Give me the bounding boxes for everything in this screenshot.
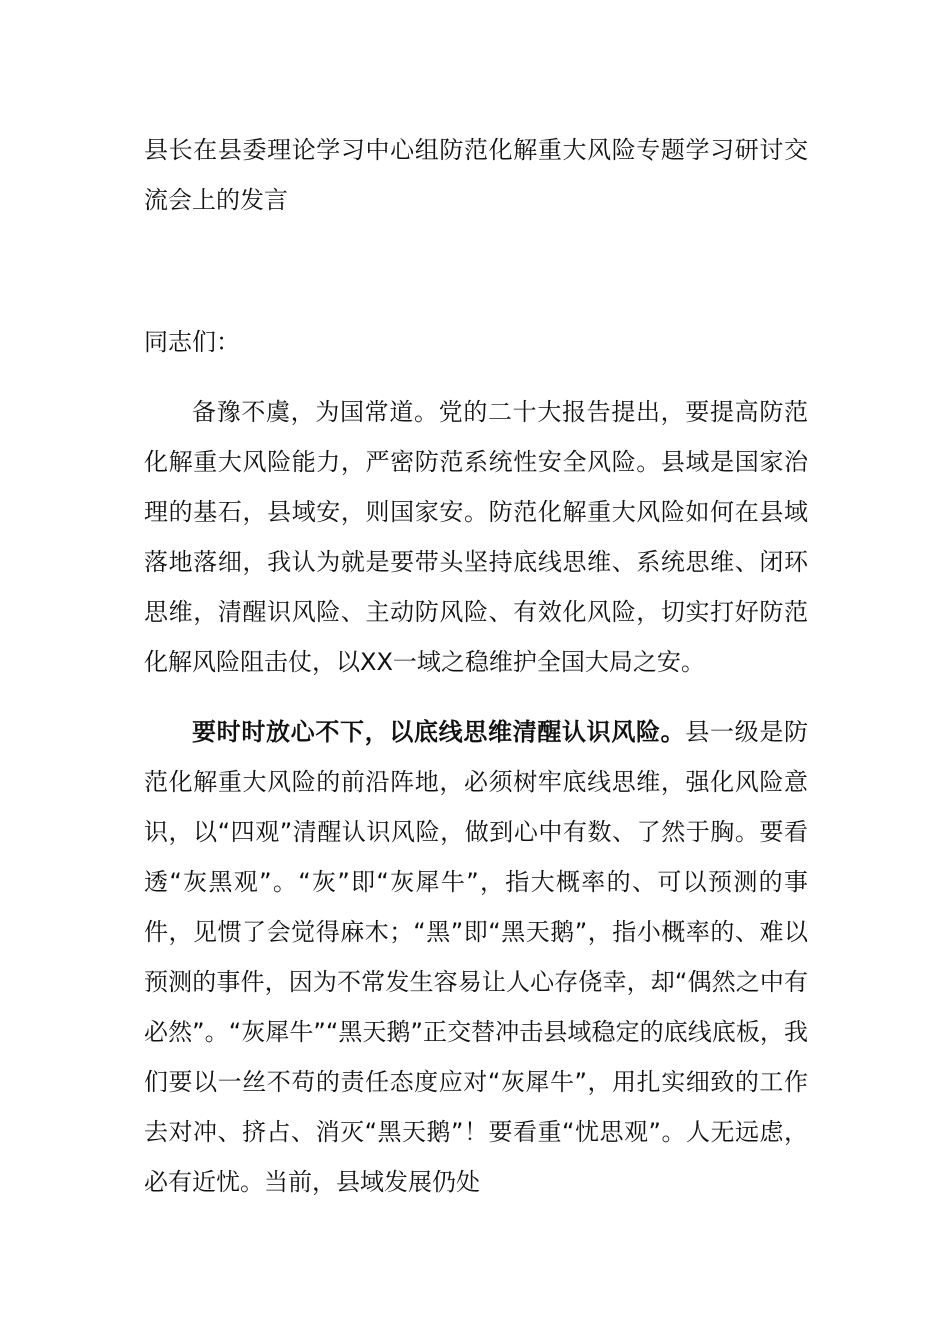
paragraph-2-text: 县一级是防范化解重大风险的前沿阵地，必须树牢底线思维，强化风险意识，以“四观”清醒认识风险，做到心中有数、了然于胸。要看透“灰黑观”。“灰”即“灰犀牛”，指大概率的、可以预测的事件，见惯了会觉得麻木；“黑”即“黑天鹅”，指小概率的、难以预测的事件，因为不常发生容易让人心存侥幸，却“偶然之中有必然”。“灰犀牛”“黑天鹅”正交替冲击县域稳定的底线底板，我们要以一丝不苟的责任态度应对“灰犀牛”，用扎实细致的工作去对冲、挤占、消灭“黑天鹅”！要看重“忧思观”。人无远虑，必有近忧。当前，县域发展仍处 xyxy=(144,718,809,1196)
paragraph-2-lead: 要时时放心不下，以底线思维清醒认识风险。 xyxy=(192,718,686,746)
paragraph-2 xyxy=(144,707,808,1207)
document-body xyxy=(144,125,808,1207)
document-title: 县长在县委理论学习中心组防范化解重大风险专题学习研讨交流会上的发言 xyxy=(144,136,808,214)
paragraph-1 xyxy=(144,387,808,687)
greeting: 同志们： xyxy=(144,328,240,356)
paragraph-1-text: 备豫不虞，为国常道。党的二十大报告提出，要提高防范化解重大风险能力，严密防范系统性安全风险。县域是国家治理的基石，县域安，则国家安。防范化解重大风险如何在县域落地落细，我认为就是要带头坚持底线思维、系统思维、闭环思维，清醒识风险、主动防风险、有效化风险，切实打好防范化解风险阻击仗，以XX一域之稳维护全国大局之安。 xyxy=(144,398,808,676)
